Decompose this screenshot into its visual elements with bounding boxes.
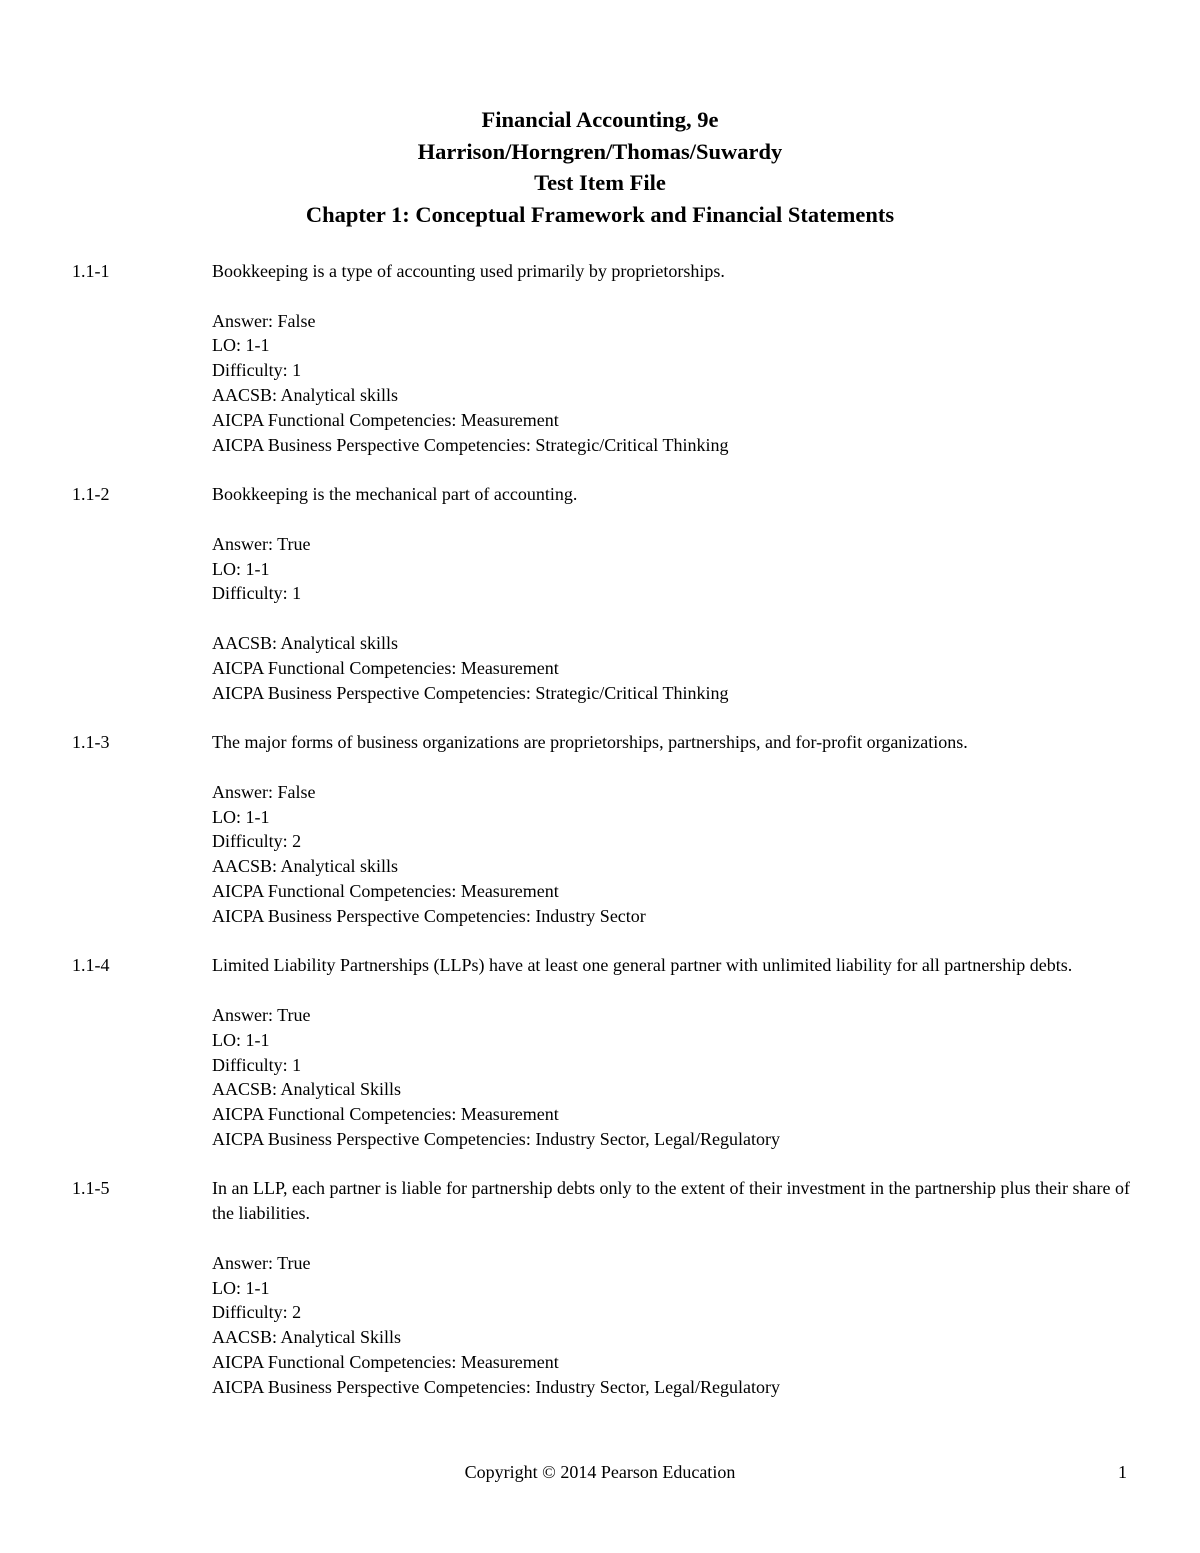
blank-line — [212, 606, 1130, 631]
question-number: 1.1-3 — [72, 732, 110, 753]
aicpa-business: AICPA Business Perspective Competencies: Industry Sector, Legal/Regulatory — [212, 1376, 781, 1397]
book-title: Financial Accounting, 9e — [481, 107, 719, 132]
question-metadata — [212, 532, 1130, 706]
aacsb: AACSB: Analytical skills — [212, 632, 399, 653]
question-number: 1.1-4 — [72, 955, 110, 976]
question-body — [212, 259, 1130, 457]
question-number: 1.1-5 — [72, 1178, 110, 1199]
aicpa-functional: AICPA Functional Competencies: Measurement — [212, 880, 559, 901]
question-text: Bookkeeping is a type of accounting used primarily by proprietorships. — [212, 261, 725, 281]
difficulty: Difficulty: 2 — [212, 1302, 302, 1323]
learning-objective: LO: 1-1 — [212, 335, 270, 356]
document-header — [0, 104, 1200, 230]
answer: Answer: True — [212, 1252, 311, 1273]
difficulty: Difficulty: 1 — [212, 583, 302, 604]
aacsb: AACSB: Analytical skills — [212, 384, 399, 405]
question-body — [212, 1176, 1130, 1399]
page-number: 1 — [1118, 1462, 1127, 1482]
aicpa-business: AICPA Business Perspective Competencies: Industry Sector — [212, 905, 646, 926]
question-text: Bookkeeping is the mechanical part of accounting. — [212, 484, 578, 505]
aacsb: AACSB: Analytical Skills — [212, 1327, 402, 1348]
aacsb: AACSB: Analytical Skills — [212, 1079, 402, 1100]
chapter-title: Chapter 1: Conceptual Framework and Financial Statements — [305, 201, 895, 227]
question-number: 1.1-1 — [72, 261, 110, 281]
question-metadata — [212, 1251, 1130, 1400]
aicpa-business: AICPA Business Perspective Competencies: Strategic/Critical Thinking — [212, 434, 729, 455]
question-item — [72, 1176, 1130, 1399]
question-item — [72, 953, 1130, 1151]
question-item — [72, 730, 1130, 928]
document-subtitle: Test Item File — [534, 170, 666, 195]
question-number: 1.1-2 — [72, 484, 110, 505]
question-body — [212, 953, 1130, 1151]
aicpa-business: AICPA Business Perspective Competencies: Industry Sector, Legal/Regulatory — [212, 1128, 781, 1149]
answer: Answer: True — [212, 1004, 311, 1025]
learning-objective: LO: 1-1 — [212, 558, 270, 579]
question-metadata — [212, 1003, 1130, 1152]
question-text: The major forms of business organizations are proprietorships, partnerships, and for-profit organizations. — [212, 732, 968, 753]
question-list — [72, 259, 1130, 1424]
answer: Answer: True — [212, 533, 311, 554]
learning-objective: LO: 1-1 — [212, 1029, 270, 1050]
aacsb: AACSB: Analytical skills — [212, 856, 399, 877]
question-metadata — [212, 780, 1130, 929]
difficulty: Difficulty: 1 — [212, 360, 302, 381]
answer: Answer: False — [212, 310, 316, 331]
copyright-notice: Copyright © 2014 Pearson Education — [464, 1462, 736, 1482]
aicpa-functional: AICPA Functional Competencies: Measurement — [212, 1104, 559, 1125]
question-metadata — [212, 309, 1130, 458]
difficulty: Difficulty: 1 — [212, 1054, 302, 1075]
aicpa-functional: AICPA Functional Competencies: Measurement — [212, 1352, 559, 1373]
aicpa-business: AICPA Business Perspective Competencies: Strategic/Critical Thinking — [212, 682, 729, 703]
answer: Answer: False — [212, 781, 316, 802]
learning-objective: LO: 1-1 — [212, 1277, 270, 1298]
question-text: Limited Liability Partnerships (LLPs) have at least one general partner with unlimited liability for all partnership debts. — [212, 955, 1073, 976]
question-body — [212, 730, 1130, 928]
aicpa-functional: AICPA Functional Competencies: Measurement — [212, 657, 559, 678]
question-item — [72, 259, 1130, 457]
difficulty: Difficulty: 2 — [212, 831, 302, 852]
learning-objective: LO: 1-1 — [212, 806, 270, 827]
question-item — [72, 482, 1130, 705]
aicpa-functional: AICPA Functional Competencies: Measurement — [212, 409, 559, 430]
question-body — [212, 482, 1130, 705]
book-authors: Harrison/Horngren/Thomas/Suwardy — [417, 138, 783, 164]
question-text: In an LLP, each partner is liable for partnership debts only to the extent of their investment in the partnership plus their share of the liabilities. — [212, 1178, 1130, 1224]
